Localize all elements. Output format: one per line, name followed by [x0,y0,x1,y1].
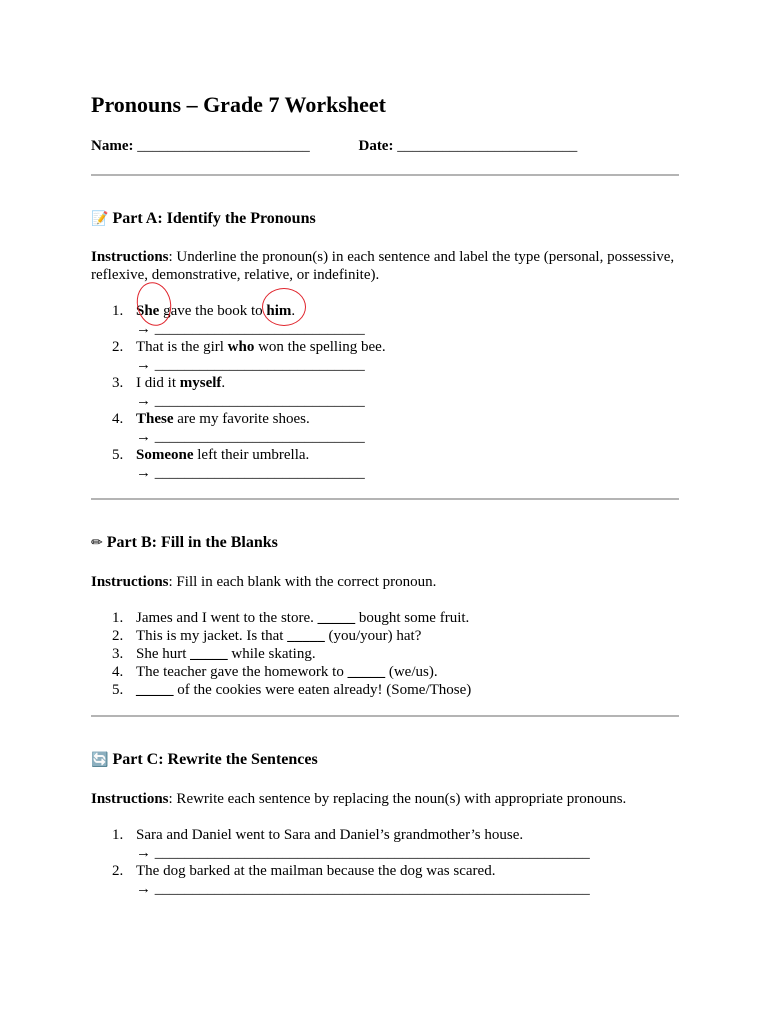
item-number: 2. [112,863,124,879]
answer-line: → __________________________________________________________ [136,881,590,897]
instructions-label: Instructions [91,249,169,265]
part-c-instructions [91,790,679,808]
sentence-text: of the cookies were eaten already! (Some/Those) [173,682,472,698]
part-c-heading [91,751,318,769]
sentence-text: I did it [136,375,180,391]
divider [91,498,679,500]
part-c-list [91,826,590,898]
pronoun-bold: myself [179,375,222,391]
name-blank: _______________________ [137,138,310,154]
answer-line: → ____________________________ [136,429,365,445]
item-number: 5. [112,682,124,698]
sentence-text: (you/your) hat? [324,628,422,644]
sentence-text: Sara and Daniel went to Sara and Daniel’s grandmother’s house. [136,827,524,843]
sentence-text: The teacher gave the homework to [136,664,348,680]
part-b-heading [91,534,278,552]
page-title: Pronouns – Grade 7 Worksheet [91,92,386,117]
item-number: 2. [112,628,124,644]
sentence-text: won the spelling bee. [254,339,386,355]
list-item [91,374,386,410]
list-item [91,645,471,663]
item-number: 2. [112,339,124,355]
instructions-text: : Underline the pronoun(s) in each sentence and label the type (personal, possessive, reflexive, demonstrative, relative, or indefinite). [91,249,675,283]
name-label: Name: [91,138,134,154]
answer-line: → __________________________________________________________ [136,845,590,861]
part-b-list [91,609,471,699]
list-item [91,663,471,681]
part-a-list [91,302,386,482]
sentence-text: gave the book to [159,303,267,319]
list-item [91,302,386,338]
sentence-text: She hurt [136,646,191,662]
sentence-text: (we/us). [385,664,438,680]
part-b-title: Part B: Fill in the Blanks [106,534,278,551]
list-item [91,338,386,374]
instructions-label: Instructions [91,574,169,590]
item-number: 3. [112,375,124,391]
sentence-text: while skating. [227,646,316,662]
instructions-text: : Fill in each blank with the correct pronoun. [168,574,437,590]
pencil-icon: ✏ [91,535,103,551]
item-number: 1. [112,610,124,626]
date-blank: ________________________ [397,138,578,154]
list-item [91,609,471,627]
answer-line: → ____________________________ [136,321,365,337]
list-item [91,681,471,699]
rewrite-icon: 🔄 [91,752,109,768]
sentence-text: James and I went to the store. [136,610,318,626]
fill-blank: _____ [317,610,356,626]
item-number: 4. [112,411,124,427]
sentence-text: left their umbrella. [193,447,310,463]
sentence-text: . [291,303,296,319]
fill-blank: _____ [136,682,174,698]
fill-blank: _____ [347,664,386,680]
part-c-title: Part C: Rewrite the Sentences [112,751,318,768]
item-number: 4. [112,664,124,680]
sentence-text: bought some fruit. [355,610,470,626]
instructions-text: : Rewrite each sentence by replacing the noun(s) with appropriate pronouns. [168,791,627,807]
answer-line: → ____________________________ [136,465,365,481]
answer-line: → ____________________________ [136,357,365,373]
list-item [91,446,386,482]
pronoun-bold: These [136,411,174,427]
list-item [91,826,590,862]
pronoun-bold: She [136,303,160,319]
item-number: 5. [112,447,124,463]
sentence-text: are my favorite shoes. [173,411,310,427]
annotation-circle-him [262,288,306,326]
sentence-text: The dog barked at the mailman because the dog was scared. [136,863,496,879]
sentence-text: That is the girl [136,339,228,355]
list-item [91,627,471,645]
pronoun-bold: Someone [136,447,194,463]
part-a-instructions [91,248,679,284]
sentence-text: . [221,375,226,391]
answer-line: → ____________________________ [136,393,365,409]
item-number: 1. [112,827,124,843]
fill-blank: _____ [190,646,228,662]
pronoun-bold: who [227,339,255,355]
fill-blank: _____ [287,628,325,644]
part-b-instructions [91,573,679,591]
divider [91,174,679,176]
pronoun-bold: him [266,303,292,319]
item-number: 3. [112,646,124,662]
list-item [91,862,590,898]
divider [91,715,679,717]
sentence-text: This is my jacket. Is that [136,628,288,644]
instructions-label: Instructions [91,791,169,807]
date-label: Date: [358,138,394,154]
part-a-heading [91,210,316,228]
memo-icon: 📝 [91,211,109,227]
item-number: 1. [112,303,124,319]
part-a-title: Part A: Identify the Pronouns [112,210,316,227]
name-date-row [91,138,577,155]
list-item [91,410,386,446]
